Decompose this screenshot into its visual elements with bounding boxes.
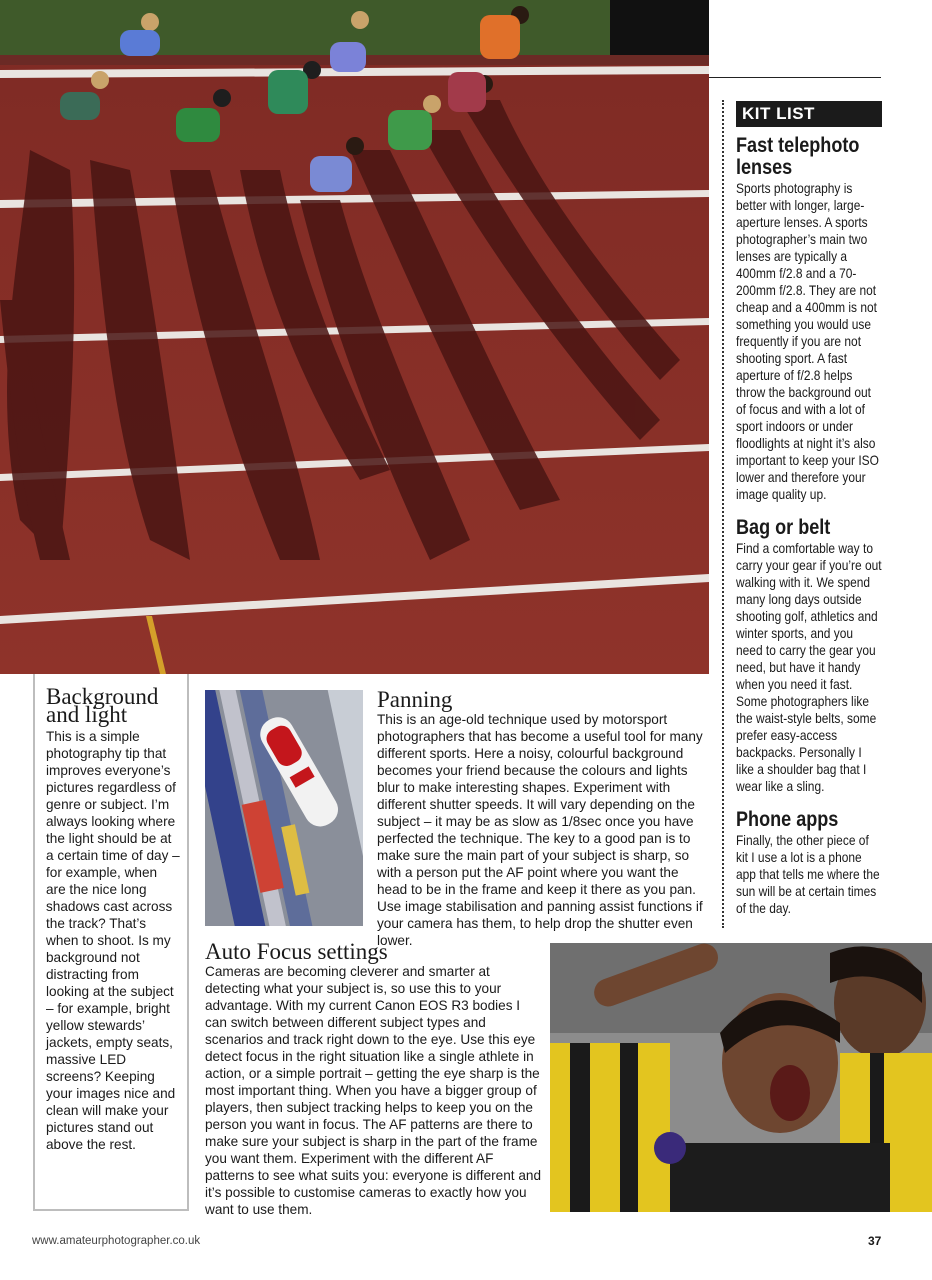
kit-list-sidebar bbox=[736, 101, 882, 917]
auto-focus-body: Cameras are becoming cleverer and smarter at detecting what your subject is, so use this to your advantage. With my current Canon EOS R3 bodies I can switch between different subject types and scenarios and track right down to the eye. Use this eye detect focus in the right situation like a single athlete in action, or a simple portrait – getting the eye sharp is the most important thing. When you have a bigger group of players, then subject tracking helps to keep you on the person you want in focus. The AF patterns are there to make sure your subject is sharp in the part of the frame you want them. Experiment with the different AF patterns to see what suits you: everyone is different and it’s possible to customise cameras to exactly how you want to use them. bbox=[205, 964, 542, 1217]
kit-body-lenses: Sports photography is better with longer, large-aperture lenses. A sports photographer’s main two lenses are typically a 400mm f/2.8 and a 70-200mm f/2.8. They are not cheap and a 400mm is not something you would use frequently if you are not shooting sport. A fast aperture of f/2.8 helps throw the background out of focus and with a lot of sport indoors or under floodlights at night it’s also important to keep your ISO lower and therefore your image quality up. bbox=[736, 181, 879, 502]
background-light-title: Background and light bbox=[46, 684, 159, 727]
kit-list-label: KIT LIST bbox=[736, 101, 882, 127]
auto-focus-title: Auto Focus settings bbox=[205, 939, 388, 964]
kit-heading-phone-apps: Phone apps bbox=[736, 808, 839, 831]
page-number: 37 bbox=[868, 1234, 882, 1248]
kit-heading-lenses: Fast telephoto lenses bbox=[736, 134, 860, 179]
panning-body: This is an age-old technique used by motorsport photographers that has become a useful tool for many different sports. Here a noisy, colourful background becomes your friend because the colours and lights blur to make interesting shapes. Experiment with different shutter speeds. It will vary depending on the subject – it may be as slow as 1/8sec once you have perfected the technique. The key to a good pan is to make sure the main part of your subject is sharp, so with a person put the AF point where you want the head to be in the frame and keep it there as you pan. Use image stabilisation and panning assist functions if your camera has them, to help drop the shutter even lower. bbox=[377, 712, 703, 948]
bobsled-panning-photo bbox=[205, 690, 363, 926]
kit-heading-bag: Bag or belt bbox=[736, 516, 831, 539]
panning-title: Panning bbox=[377, 687, 453, 712]
track-photo bbox=[0, 0, 709, 674]
football-celebration-photo bbox=[550, 943, 932, 1212]
kit-body-phone-apps: Finally, the other piece of kit I use a lot is a phone app that tells me where the sun will be at certain times of the day. bbox=[736, 833, 880, 916]
top-divider-rule bbox=[709, 77, 881, 78]
sidebar-dotted-divider bbox=[722, 100, 724, 928]
footer-website-url: www.amateurphotographer.co.uk bbox=[32, 1235, 201, 1247]
background-light-body: This is a simple photography tip that improves everyone’s pictures regardless of genre or subject. I’m always looking where the light should be at a certain time of day – for example, when are the nice long shadows cast across the track? That’s when to shoot. Is my background not distracting from looking at the subject – for example, bright yellow stewards’ jackets, empty seats, massive LED screens? Keeping your images nice and clean will make your pictures stand out above the rest. bbox=[46, 729, 180, 1152]
kit-body-bag: Find a comfortable way to carry your gear if you’re out walking with it. We spend many long days outside shooting golf, athletics and winter sports, and you need to carry the gear you need, but have it handy when you need it fast. Some photographers like the waist-style belts, some prefer easy-access backpacks. Personally I like a shoulder bag that I wear like a sling. bbox=[736, 541, 882, 794]
